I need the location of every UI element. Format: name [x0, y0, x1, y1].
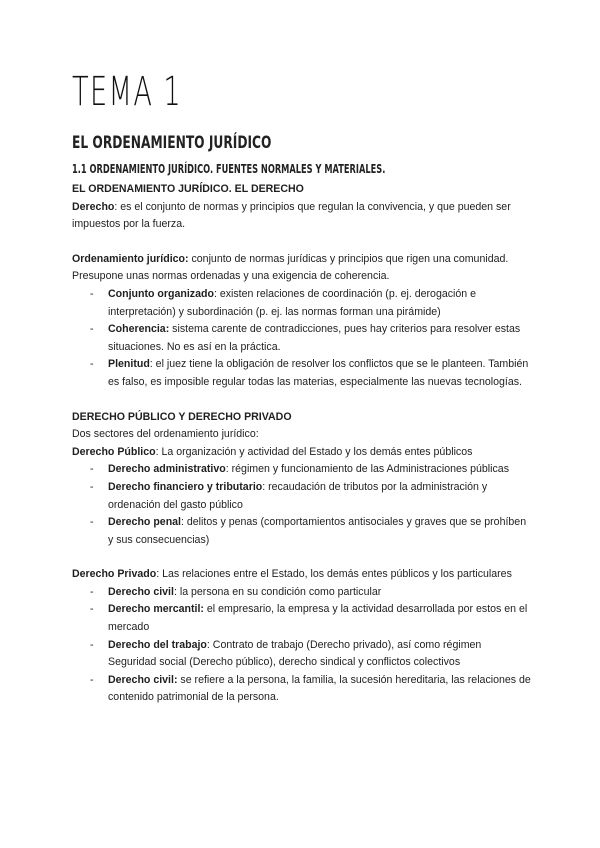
- term: Derecho: [72, 200, 115, 213]
- derecho-privado-list: [72, 584, 532, 707]
- list-item: [108, 321, 532, 356]
- definition-text: : es el conjunto de normas y principios que regulan la convivencia, y que pueden ser impuestos por la fuerza.: [72, 200, 511, 231]
- list-item: [108, 286, 532, 321]
- derecho-publico-definition: [72, 444, 532, 462]
- term: Derecho administrativo: [108, 463, 226, 476]
- item-text: se refiere a la persona, la familia, la sucesión hereditaria, las relaciones de contenido patrimonial de la persona.: [108, 673, 531, 704]
- term: Derecho del trabajo: [108, 638, 207, 651]
- item-text: : el juez tiene la obligación de resolver los conflictos que se le planteen. También es falso, es imposible regular todas las materias, especialmente las nuevas tecnologías.: [108, 358, 529, 388]
- ordenamiento-definition: [72, 251, 532, 286]
- list-item: [108, 479, 532, 514]
- term: Derecho Público: [72, 445, 156, 458]
- term: Derecho financiero y tributario: [108, 480, 263, 493]
- list-item: [108, 514, 532, 549]
- block2-heading: DERECHO PÚBLICO Y DERECHO PRIVADO: [72, 410, 292, 423]
- item-text: : existen relaciones de coordinación (p. ej. derogación e interpretación) y subordinación (p. ej. las normas forman una pirámide): [108, 287, 476, 318]
- term: Conjunto organizado: [108, 287, 214, 300]
- document-title: TEMA 1: [72, 69, 182, 115]
- derecho-publico-list: [72, 461, 532, 549]
- term: Plenitud: [108, 358, 150, 371]
- list-item: [108, 637, 532, 672]
- document-body: [72, 181, 532, 707]
- term: Derecho civil:: [108, 673, 178, 686]
- ordenamiento-list: [72, 286, 532, 392]
- derecho-privado-definition: [72, 566, 532, 584]
- list-item: [108, 461, 532, 479]
- section-heading: 1.1 ORDENAMIENTO JURÍDICO. FUENTES NORMALES Y MATERIALES.: [72, 161, 386, 176]
- block2-intro: Dos sectores del ordenamiento jurídico:: [72, 428, 259, 441]
- derecho-definition: [72, 199, 532, 234]
- term: Derecho penal: [108, 516, 182, 529]
- item-text: : Contrato de trabajo (Derecho privado), así como régimen Seguridad social (Derecho público), derecho sindical y conflictos colectivos: [108, 638, 482, 669]
- term: Derecho civil: [108, 585, 174, 598]
- item-text: : régimen y funcionamiento de las Administraciones públicas: [225, 463, 509, 476]
- term: Coherencia:: [108, 323, 170, 336]
- item-text: : delitos y penas (comportamientos antisociales y graves que se prohíben y sus consecuencias): [108, 516, 527, 546]
- list-item: [108, 672, 532, 707]
- item-text: : recaudación de tributos por la administración y ordenación del gasto público: [108, 480, 488, 511]
- item-text: sistema carente de contradicciones, pues hay criterios para resolver estas situaciones. No es así en la práctica.: [108, 323, 521, 353]
- list-item: [108, 584, 532, 602]
- chapter-subtitle: EL ORDENAMIENTO JURÍDICO: [72, 133, 272, 153]
- list-item: [108, 356, 532, 391]
- definition-text: : Las relaciones entre el Estado, los demás entes públicos y los particulares: [156, 568, 512, 581]
- definition-text: : La organización y actividad del Estado y los demás entes públicos: [155, 445, 473, 458]
- term: Derecho mercantil:: [108, 603, 204, 616]
- term: Derecho Privado: [72, 568, 157, 581]
- definition-text: conjunto de normas jurídicas y principios que rigen una comunidad. Presupone unas normas ordenadas y una exigencia de coherencia.: [72, 252, 509, 283]
- item-text: el empresario, la empresa y la actividad desarrollada por estos en el mercado: [108, 603, 528, 634]
- item-text: : la persona en su condición como particular: [173, 585, 382, 598]
- list-item: [108, 601, 532, 636]
- block1-heading: EL ORDENAMIENTO JURÍDICO. EL DERECHO: [72, 183, 304, 195]
- term: Ordenamiento jurídico:: [72, 252, 189, 265]
